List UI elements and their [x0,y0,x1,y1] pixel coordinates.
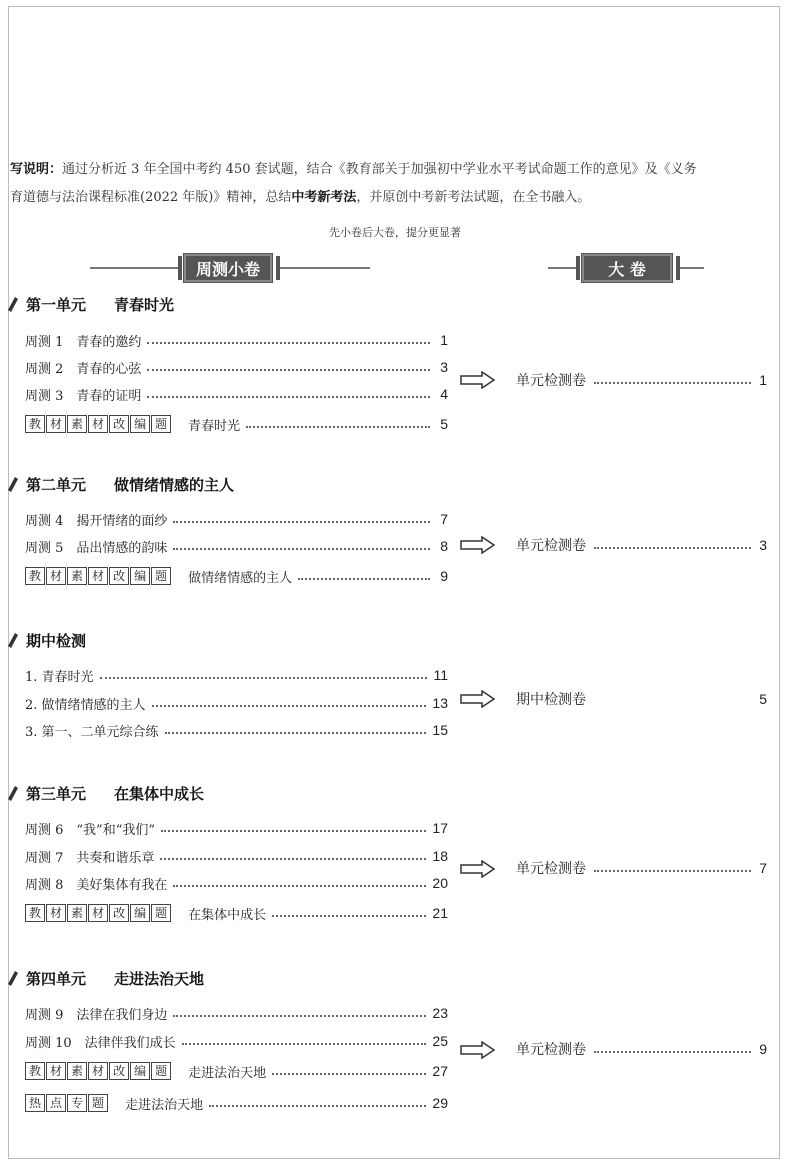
big-paper-entry[interactable] [516,689,767,709]
tag-char: 材 [88,415,108,433]
leader-dots [173,521,430,523]
arrow-right-icon [460,860,496,878]
toc-entry-textbook[interactable] [25,414,448,434]
toc-entry[interactable] [25,846,448,866]
leader-dots [160,858,426,860]
tag-char: 材 [46,567,66,585]
pen-icon [8,477,18,492]
leader-dots [594,870,751,872]
entry-label: 周测 8 美好集体有我在 [25,877,168,893]
pen-icon [8,297,18,312]
toc-entry[interactable] [25,1031,448,1051]
leader-dots [100,677,428,679]
tag-char: 教 [25,415,45,433]
tag-char: 编 [130,567,150,585]
toc-entry-hot-topic[interactable] [25,1093,448,1113]
entry-label: 周测 4 揭开情绪的面纱 [25,513,168,529]
tag-char: 改 [109,904,129,922]
leader-dots [165,732,427,734]
leader-dots [298,578,430,580]
big-paper-label: 期中检测卷 [516,691,586,707]
tag-char: 点 [46,1094,66,1112]
tag-char: 材 [46,415,66,433]
leader-dots [272,1073,426,1075]
leader-dots [594,382,751,384]
toc-entry-textbook[interactable] [25,1061,448,1081]
leader-dots [246,426,430,428]
intro-label: 写说明： [10,162,63,177]
entry-label: 周测 3 青春的证明 [25,388,142,404]
big-paper-entry[interactable] [516,1039,767,1059]
toc-entry[interactable] [25,384,448,404]
entry-label: 周测 7 共奏和谐乐章 [25,850,155,866]
big-paper-page: 5 [759,691,767,707]
toc-entry[interactable] [25,720,448,740]
entry-page: 8 [440,538,448,554]
tag-char: 改 [109,567,129,585]
toc-entry-textbook[interactable] [25,903,448,923]
tag-char: 教 [25,1062,45,1080]
textbook-tag [25,1062,172,1080]
entry-label: 周测 1 青春的邀约 [25,334,142,350]
tag-char: 编 [130,904,150,922]
tag-char: 素 [67,1062,87,1080]
pen-icon [8,971,18,986]
toc-entry[interactable] [25,665,448,685]
big-paper-label: 单元检测卷 [516,537,586,553]
slogan: 先小卷后大卷，提分更显著 [329,226,461,239]
unit-subtitle: 青春时光 [114,296,175,314]
leader-dots [147,369,430,371]
toc-entry[interactable] [25,357,448,377]
hot-topic-tag [25,1094,109,1112]
pen-icon [8,633,18,648]
leader-dots [173,1015,426,1017]
entry-label: 走进法治天地 [125,1097,204,1113]
entry-label: 周测 6 “我”和“我们” [25,822,155,838]
tag-char: 题 [151,904,171,922]
big-paper-label: 单元检测卷 [516,372,586,388]
toc-entry[interactable] [25,873,448,893]
entry-page: 29 [432,1095,448,1111]
unit-heading [8,474,234,495]
tag-char: 编 [130,415,150,433]
tag-char: 专 [67,1094,87,1112]
leader-dots [272,915,426,917]
entry-label: 青春时光 [188,418,241,434]
leader-dots [209,1105,426,1107]
tag-char: 题 [151,567,171,585]
intro-line-1 [10,158,697,177]
tag-char: 教 [25,904,45,922]
entry-page: 7 [440,511,448,527]
big-paper-page: 9 [759,1041,767,1057]
tag-char: 素 [67,415,87,433]
tag-char: 教 [25,567,45,585]
entry-page: 1 [440,332,448,348]
unit-title: 第三单元 [26,785,87,803]
arrow-right-icon [460,536,496,554]
arrow-right-icon [460,1041,496,1059]
unit-heading [8,783,204,804]
tag-char: 改 [109,1062,129,1080]
big-paper-entry[interactable] [516,370,767,390]
unit-subtitle: 做情绪情感的主人 [114,476,235,494]
banner-right-line-a [548,267,576,269]
tag-char: 材 [88,567,108,585]
big-paper-label: 单元检测卷 [516,1041,586,1057]
entry-label: 周测 5 品出情感的韵味 [25,540,168,556]
unit-subtitle: 走进法治天地 [114,970,205,988]
tag-char: 材 [46,1062,66,1080]
tag-char: 题 [151,1062,171,1080]
big-paper-entry[interactable] [516,535,767,555]
entry-page: 9 [440,568,448,584]
tag-char: 改 [109,415,129,433]
arrow-right-icon [460,371,496,389]
tag-char: 材 [88,1062,108,1080]
leader-dots [594,1051,751,1053]
leader-dots [147,342,430,344]
toc-entry[interactable] [25,536,448,556]
unit-subtitle: 在集体中成长 [114,785,205,803]
entry-label: 3. 第一、二单元综合练 [25,724,159,740]
big-paper-page: 7 [759,860,767,876]
big-paper-label: 单元检测卷 [516,860,586,876]
unit-heading [8,294,174,315]
toc-entry[interactable] [25,818,448,838]
intro-text-2a: 育道德与法治课程标准(2022 年版)》精神，总结 [10,190,292,205]
big-paper-page: 3 [759,537,767,553]
entry-label: 周测 10 法律伴我们成长 [25,1035,176,1051]
textbook-tag [25,567,172,585]
intro-line-2 [10,186,590,205]
intro-highlight: 中考新考法 [291,190,357,205]
unit-title: 第二单元 [26,476,87,494]
toc-entry[interactable] [25,693,448,713]
entry-label: 周测 2 青春的心弦 [25,361,142,377]
banner-big [0,254,790,282]
big-paper-entry[interactable] [516,858,767,878]
entry-page: 25 [432,1033,448,1049]
tag-char: 编 [130,1062,150,1080]
banner-weekly-title: 周测小卷 [184,254,272,282]
entry-page: 27 [432,1063,448,1079]
banner-right-cap-a [576,256,580,280]
tag-char: 素 [67,567,87,585]
entry-page: 11 [433,667,448,683]
pen-icon [8,786,18,801]
textbook-tag [25,904,172,922]
leader-dots [182,1043,427,1045]
entry-page: 13 [432,695,448,711]
entry-page: 3 [440,359,448,375]
entry-page: 20 [432,875,448,891]
tag-char: 材 [46,904,66,922]
toc-entry-textbook[interactable] [25,566,448,586]
intro-text-1: 通过分析近 3 年全国中考约 450 套试题，结合《教育部关于加强初中学业水平考试命题工作的意见》及《义务 [62,162,697,177]
banner-right-line-b [680,267,704,269]
toc-entry[interactable] [25,330,448,350]
leader-dots [594,547,751,549]
leader-dots [173,548,430,550]
entry-page: 17 [432,820,448,836]
entry-label: 走进法治天地 [188,1065,267,1081]
entry-label: 做情绪情感的主人 [188,570,293,586]
tag-char: 材 [88,904,108,922]
tag-char: 素 [67,904,87,922]
entry-label: 在集体中成长 [188,907,267,923]
leader-dots [152,705,427,707]
banner-big-title: 大 卷 [582,254,672,282]
unit-title: 期中检测 [26,632,87,650]
entry-page: 18 [432,848,448,864]
unit-title: 第四单元 [26,970,87,988]
unit-heading [8,968,204,989]
entry-label: 1. 青春时光 [25,669,94,685]
tag-char: 题 [88,1094,108,1112]
entry-label: 2. 做情绪情感的主人 [25,697,146,713]
toc-entry[interactable] [25,1003,448,1023]
tag-char: 题 [151,415,171,433]
entry-page: 15 [432,722,448,738]
entry-page: 21 [432,905,448,921]
entry-page: 23 [432,1005,448,1021]
entry-page: 4 [440,386,448,402]
unit-title: 第一单元 [26,296,87,314]
arrow-right-icon [460,690,496,708]
tag-char: 热 [25,1094,45,1112]
big-paper-page: 1 [759,372,767,388]
unit-heading [8,630,86,651]
entry-label: 周测 9 法律在我们身边 [25,1007,168,1023]
entry-page: 5 [440,416,448,432]
toc-entry[interactable] [25,509,448,529]
intro-text-2b: ，并原创中考新考法试题，在全书融入。 [356,190,591,205]
leader-dots [147,396,430,398]
leader-dots [161,830,426,832]
textbook-tag [25,415,172,433]
leader-dots [173,885,426,887]
